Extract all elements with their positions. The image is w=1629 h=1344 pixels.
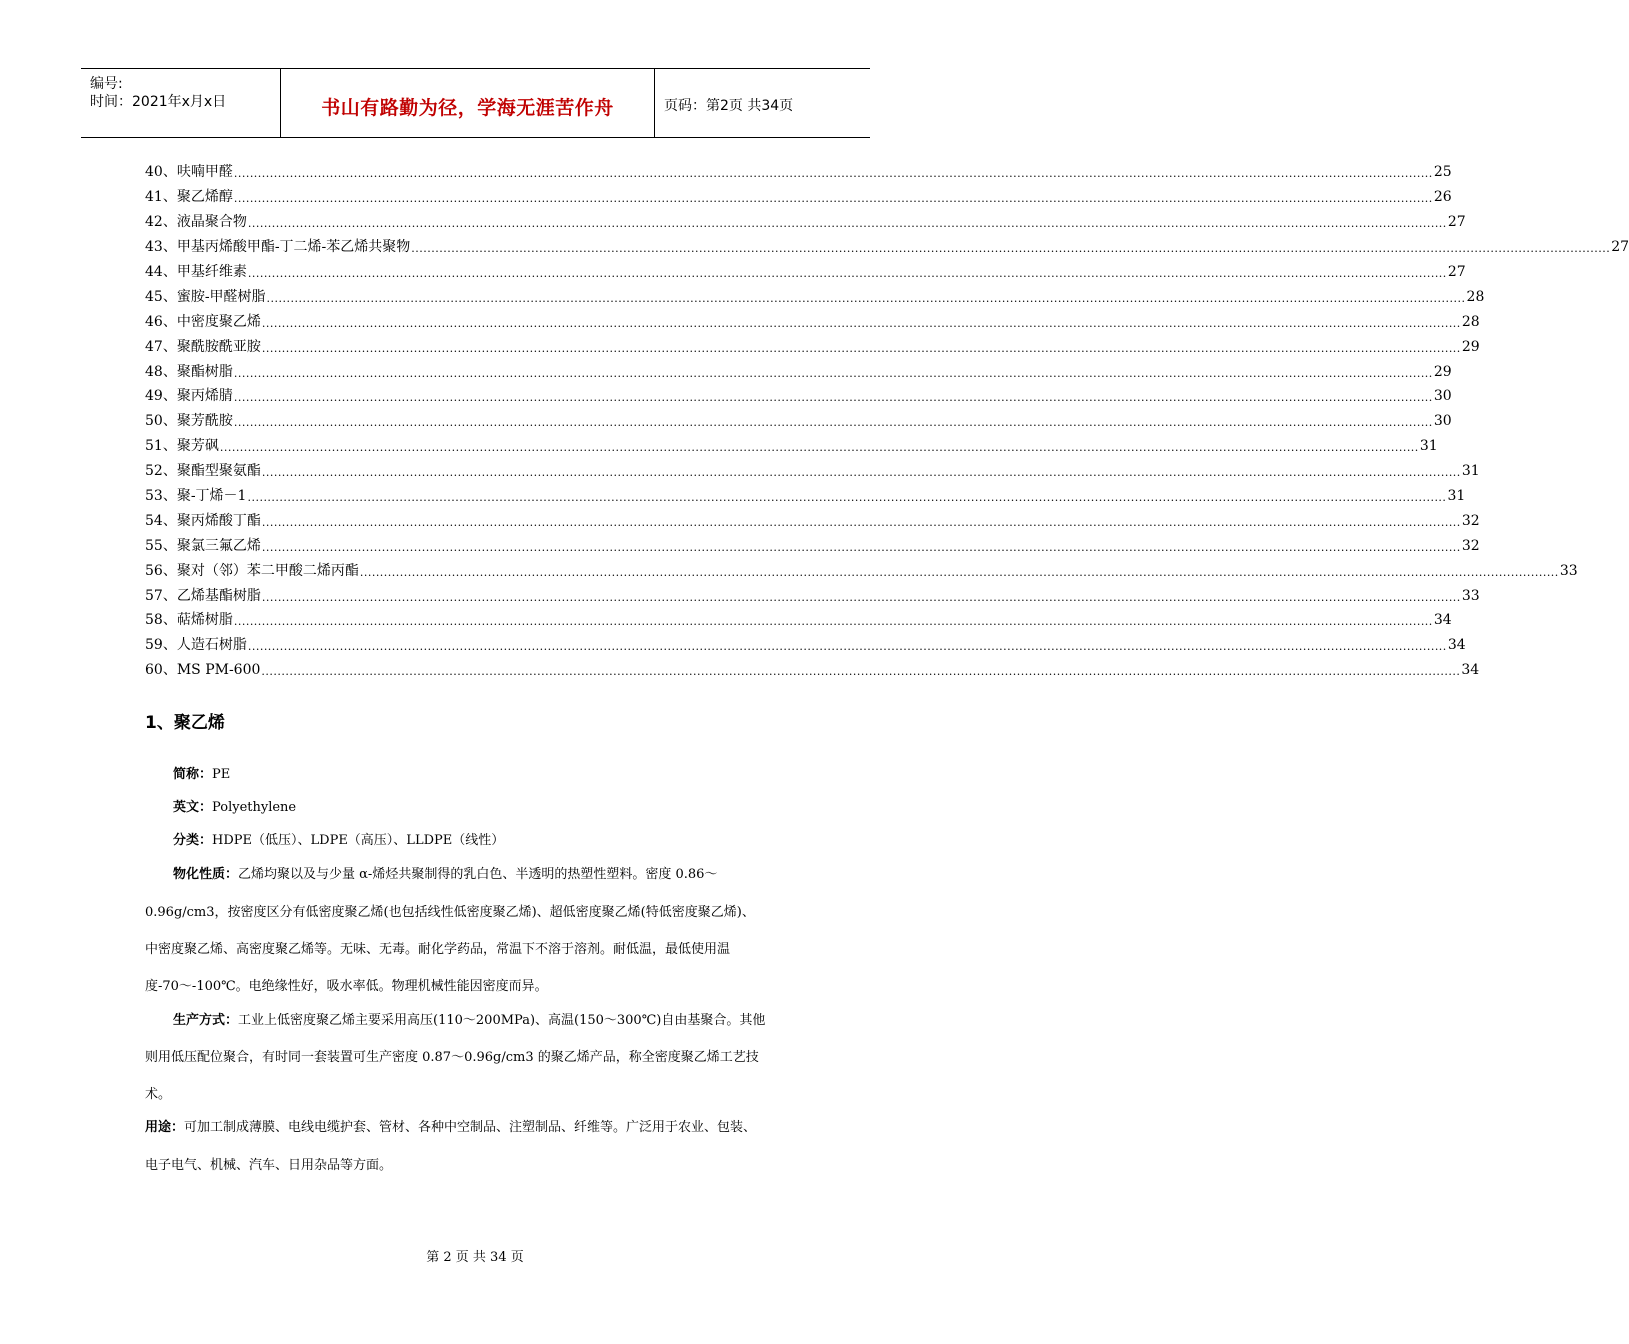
toc-entry-title: 60、MS PM-600 (145, 662, 261, 679)
toc-dot-leader: ............................................................................................................................................................................................................................................................................................................ (261, 341, 1461, 355)
props-text-1: 乙烯均聚以及与少量 α-烯烃共聚制得的乳白色、半透明的热塑性塑料。密度 0.86～ (238, 867, 718, 882)
toc-entry-page: 26 (1433, 189, 1452, 206)
toc-entry-title: 59、人造石树脂 (145, 637, 247, 654)
toc-entry-title: 50、聚芳酰胺 (145, 413, 233, 430)
toc-entry[interactable] (145, 334, 1480, 359)
toc-entry-page: 30 (1433, 413, 1452, 430)
toc-entry[interactable] (145, 658, 1480, 683)
toc-entry-title: 54、聚丙烯酸丁酯 (145, 512, 261, 529)
toc-entry-page: 32 (1461, 512, 1480, 529)
header-motto-cell (280, 69, 655, 137)
prod-line-2: 则用低压配位聚合，有时同一套装置可生产密度 0.87～0.96g/cm3 的聚乙烯产品，称全密度聚乙烯工艺技 (145, 1050, 759, 1065)
prod-line-3: 术。 (145, 1087, 172, 1102)
abbr-line (173, 766, 230, 783)
english-line (173, 799, 296, 816)
toc-entry[interactable] (145, 434, 1438, 459)
prod-text-1: 工业上低密度聚乙烯主要采用高压(110～200MPa)、高温(150～300℃)自由基聚合。其他 (238, 1013, 766, 1028)
toc-entry-title: 43、甲基丙烯酸甲酯-丁二烯-苯乙烯共聚物 (145, 239, 411, 256)
toc-entry-title: 44、甲基纤维素 (145, 264, 247, 280)
toc-entry-page: 29 (1461, 338, 1480, 355)
toc-entry[interactable] (145, 459, 1480, 484)
toc-dot-leader: ............................................................................................................................................................................................................................................................................................................ (233, 615, 1433, 629)
class-line (173, 832, 504, 849)
toc-entry-title: 41、聚乙烯醇 (145, 189, 233, 206)
toc-entry-title: 52、聚酯型聚氨酯 (145, 463, 261, 480)
toc-entry-page: 29 (1433, 363, 1452, 380)
toc-entry-title: 42、液晶聚合物 (145, 214, 247, 231)
toc-dot-leader: ............................................................................................................................................................................................................................................................................................................ (247, 217, 1447, 231)
props-line-4: 度-70～-100℃。电绝缘性好，吸水率低。物理机械性能因密度而异。 (145, 979, 548, 994)
toc-entry[interactable] (145, 309, 1480, 334)
toc-entry-page: 28 (1466, 288, 1485, 305)
page-header (81, 68, 870, 138)
toc-entry-page: 27 (1447, 214, 1466, 231)
toc-entry-page: 31 (1447, 488, 1466, 505)
toc-entry-page: 34 (1447, 637, 1466, 654)
toc-entry-title: 49、聚丙烯腈 (145, 388, 233, 405)
page-line: 页码：第2页 共34页 (664, 98, 794, 114)
toc-entry-title: 51、聚芳砜 (145, 438, 219, 455)
section-title: 1、聚乙烯 (145, 713, 225, 733)
toc-entry-title: 47、聚酰胺酰亚胺 (145, 338, 261, 355)
toc-entry-page: 31 (1461, 463, 1480, 480)
toc-entry[interactable] (145, 235, 1629, 260)
page-footer: 第 2 页 共 34 页 (426, 1250, 524, 1265)
toc-entry[interactable] (145, 608, 1452, 633)
header-left-cell (81, 69, 280, 137)
class-label: 分类： (173, 833, 213, 848)
toc-dot-leader: ............................................................................................................................................................................................................................................................................................................ (233, 416, 1433, 430)
toc-entry-title: 48、聚酯树脂 (145, 363, 233, 380)
toc-entry-title: 58、萜烯树脂 (145, 612, 233, 629)
props-label: 物化性质： (173, 867, 239, 882)
number-label: 编号: (90, 76, 123, 92)
toc-dot-leader: ............................................................................................................................................................................................................................................................................................................ (261, 665, 1461, 679)
toc-entry-title: 45、蜜胺-甲醛树脂 (145, 288, 266, 305)
toc-entry-page: 34 (1433, 612, 1452, 629)
use-line-1 (145, 1119, 756, 1136)
toc-entry-page: 33 (1461, 587, 1480, 604)
toc-entry-page: 27 (1611, 239, 1629, 256)
toc-dot-leader: ............................................................................................................................................................................................................................................................................................................ (233, 366, 1433, 380)
time-line: 时间：2021年x月x日 (90, 94, 227, 110)
toc-entry-page: 28 (1461, 313, 1480, 330)
toc-entry[interactable] (145, 583, 1480, 608)
english-label: 英文： (173, 800, 213, 815)
toc-dot-leader: ............................................................................................................................................................................................................................................................................................................ (261, 540, 1461, 554)
toc-entry-page: 25 (1433, 164, 1452, 181)
toc-dot-leader: ............................................................................................................................................................................................................................................................................................................ (219, 441, 1419, 455)
toc-dot-leader: ............................................................................................................................................................................................................................................................................................................ (359, 565, 1559, 579)
toc-entry-page: 31 (1419, 438, 1438, 455)
toc-entry[interactable] (145, 533, 1480, 558)
motto-text: 书山有路勤为径，学海无涯苦作舟 (321, 97, 614, 119)
toc-entry[interactable] (145, 633, 1466, 658)
toc-entry[interactable] (145, 185, 1452, 210)
prod-line-1 (173, 1012, 765, 1029)
toc-entry[interactable] (145, 484, 1466, 509)
toc-entry[interactable] (145, 210, 1466, 235)
toc-entry-title: 46、中密度聚乙烯 (145, 313, 261, 330)
header-page-cell (654, 69, 870, 137)
toc-dot-leader: ............................................................................................................................................................................................................................................................................................................ (261, 466, 1461, 480)
table-of-contents (145, 160, 1629, 683)
toc-entry[interactable] (145, 409, 1452, 434)
toc-dot-leader: ............................................................................................................................................................................................................................................................................................................ (247, 640, 1447, 654)
toc-entry-title: 55、聚氯三氟乙烯 (145, 537, 261, 554)
abbr-label: 简称： (173, 767, 213, 782)
props-line-2: 0.96g/cm3，按密度区分有低密度聚乙烯(也包括线性低密度聚乙烯)、超低密度聚乙烯(特低密度聚乙烯)、 (145, 905, 755, 920)
toc-entry[interactable] (145, 558, 1578, 583)
toc-entry-page: 34 (1461, 662, 1480, 679)
use-text-1: 可加工制成薄膜、电线电缆护套、管材、各种中空制品、注塑制品、纤维等。广泛用于农业、包装、 (184, 1120, 757, 1135)
toc-entry-title: 56、聚对（邻）苯二甲酸二烯丙酯 (145, 562, 359, 579)
prod-label: 生产方式： (173, 1013, 239, 1028)
toc-entry[interactable] (145, 160, 1452, 185)
toc-entry-title: 53、聚-丁烯－1 (145, 488, 247, 505)
toc-dot-leader: ............................................................................................................................................................................................................................................................................................................ (261, 590, 1461, 604)
toc-entry[interactable] (145, 508, 1480, 533)
toc-dot-leader: ............................................................................................................................................................................................................................................................................................................ (247, 491, 1447, 505)
abbr-value: PE (212, 767, 231, 782)
toc-entry-page: 32 (1461, 537, 1480, 554)
toc-dot-leader: ............................................................................................................................................................................................................................................................................................................ (266, 291, 1466, 305)
toc-entry[interactable] (145, 359, 1452, 384)
toc-entry-page: 27 (1447, 264, 1466, 280)
toc-dot-leader: ............................................................................................................................................................................................................................................................................................................ (233, 167, 1433, 181)
toc-entry[interactable] (145, 384, 1452, 409)
toc-dot-leader: ............................................................................................................................................................................................................................................................................................................ (233, 391, 1433, 405)
use-label: 用途： (145, 1120, 185, 1135)
english-value: Polyethylene (212, 800, 297, 815)
toc-entry-page: 30 (1433, 388, 1452, 405)
use-line-2: 电子电气、机械、汽车、日用杂品等方面。 (145, 1158, 393, 1173)
props-line-1 (173, 866, 717, 883)
toc-entry-title: 57、乙烯基酯树脂 (145, 587, 261, 604)
props-line-3: 中密度聚乙烯、高密度聚乙烯等。无味、无毒。耐化学药品，常温下不溶于溶剂。耐低温，最低使用温 (145, 942, 731, 957)
class-value: HDPE（低压）、LDPE（高压）、LLDPE（线性） (212, 833, 505, 848)
toc-entry[interactable] (145, 260, 1466, 285)
toc-dot-leader: ............................................................................................................................................................................................................................................................................................................ (261, 316, 1461, 330)
toc-dot-leader: ............................................................................................................................................................................................................................................................................................................ (247, 267, 1447, 280)
toc-dot-leader: ............................................................................................................................................................................................................................................................................................................ (233, 192, 1433, 206)
toc-entry-page: 33 (1559, 562, 1578, 579)
toc-entry-title: 40、呋喃甲醛 (145, 164, 233, 181)
toc-dot-leader: ............................................................................................................................................................................................................................................................................................................ (411, 242, 1611, 256)
toc-dot-leader: ............................................................................................................................................................................................................................................................................................................ (261, 515, 1461, 529)
toc-entry[interactable] (145, 284, 1485, 309)
